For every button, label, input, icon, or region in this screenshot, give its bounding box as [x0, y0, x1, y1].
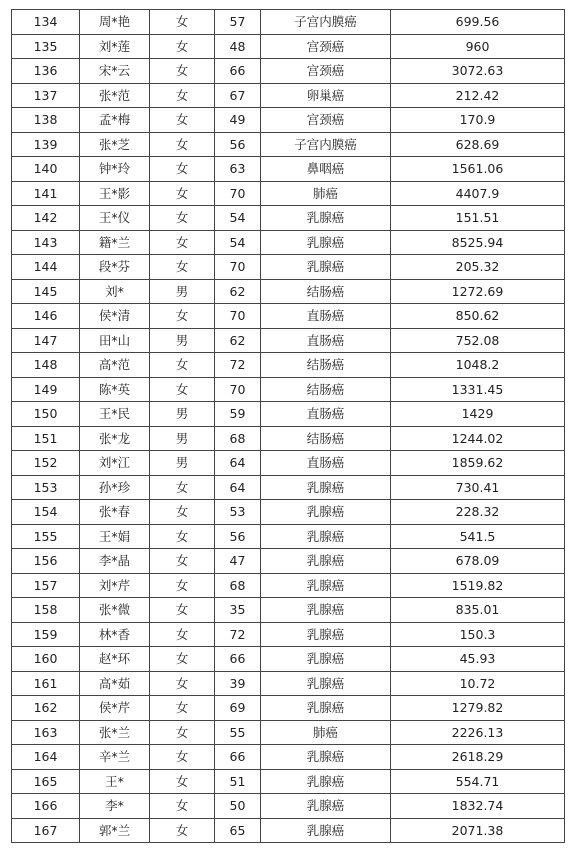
row-number-cell: 140	[12, 157, 80, 182]
age-cell: 68	[215, 426, 261, 451]
diagnosis-cell: 乳腺癌	[261, 745, 391, 770]
diagnosis-cell: 乳腺癌	[261, 818, 391, 843]
table-row	[12, 671, 565, 696]
age-cell: 70	[215, 304, 261, 329]
diagnosis-cell: 乳腺癌	[261, 671, 391, 696]
sex-cell: 女	[150, 83, 215, 108]
table-row	[12, 451, 565, 476]
patient-name-cell: 籍*兰	[80, 230, 150, 255]
age-cell: 35	[215, 598, 261, 623]
table-row	[12, 402, 565, 427]
sex-cell: 女	[150, 647, 215, 672]
age-cell: 64	[215, 475, 261, 500]
sex-cell: 女	[150, 255, 215, 280]
sex-cell: 男	[150, 402, 215, 427]
row-number-cell: 156	[12, 549, 80, 574]
sex-cell: 女	[150, 230, 215, 255]
row-number-cell: 160	[12, 647, 80, 672]
age-cell: 57	[215, 10, 261, 35]
diagnosis-cell: 乳腺癌	[261, 573, 391, 598]
table-row	[12, 573, 565, 598]
patient-name-cell: 段*芬	[80, 255, 150, 280]
cost-cell: 541.5	[391, 524, 565, 549]
sex-cell: 女	[150, 377, 215, 402]
sex-cell: 女	[150, 304, 215, 329]
sex-cell: 女	[150, 157, 215, 182]
patient-name-cell: 王*民	[80, 402, 150, 427]
age-cell: 53	[215, 500, 261, 525]
patient-table-page	[11, 9, 565, 843]
sex-cell: 女	[150, 671, 215, 696]
row-number-cell: 137	[12, 83, 80, 108]
sex-cell: 女	[150, 10, 215, 35]
cost-cell: 228.32	[391, 500, 565, 525]
patient-name-cell: 王*娟	[80, 524, 150, 549]
cost-cell: 212.42	[391, 83, 565, 108]
diagnosis-cell: 子宫内膜癌	[261, 10, 391, 35]
patient-name-cell: 郭*兰	[80, 818, 150, 843]
diagnosis-cell: 乳腺癌	[261, 647, 391, 672]
row-number-cell: 134	[12, 10, 80, 35]
sex-cell: 男	[150, 426, 215, 451]
diagnosis-cell: 乳腺癌	[261, 549, 391, 574]
cost-cell: 4407.9	[391, 181, 565, 206]
sex-cell: 女	[150, 181, 215, 206]
table-row	[12, 720, 565, 745]
diagnosis-cell: 直肠癌	[261, 304, 391, 329]
table-row	[12, 157, 565, 182]
row-number-cell: 148	[12, 353, 80, 378]
diagnosis-cell: 直肠癌	[261, 451, 391, 476]
patient-table	[11, 9, 565, 843]
patient-name-cell: 宋*云	[80, 59, 150, 84]
row-number-cell: 135	[12, 34, 80, 59]
age-cell: 51	[215, 769, 261, 794]
cost-cell: 150.3	[391, 622, 565, 647]
row-number-cell: 162	[12, 696, 80, 721]
row-number-cell: 165	[12, 769, 80, 794]
diagnosis-cell: 宫颈癌	[261, 108, 391, 133]
diagnosis-cell: 肺癌	[261, 181, 391, 206]
patient-name-cell: 孙*珍	[80, 475, 150, 500]
age-cell: 70	[215, 377, 261, 402]
cost-cell: 45.93	[391, 647, 565, 672]
table-row	[12, 475, 565, 500]
patient-name-cell: 刘*芹	[80, 573, 150, 598]
age-cell: 72	[215, 622, 261, 647]
age-cell: 59	[215, 402, 261, 427]
cost-cell: 1279.82	[391, 696, 565, 721]
diagnosis-cell: 乳腺癌	[261, 524, 391, 549]
age-cell: 70	[215, 255, 261, 280]
table-row	[12, 108, 565, 133]
table-row	[12, 647, 565, 672]
patient-name-cell: 赵*环	[80, 647, 150, 672]
patient-name-cell: 钟*玲	[80, 157, 150, 182]
table-row	[12, 524, 565, 549]
table-row	[12, 598, 565, 623]
table-row	[12, 59, 565, 84]
sex-cell: 女	[150, 132, 215, 157]
row-number-cell: 158	[12, 598, 80, 623]
patient-name-cell: 王*影	[80, 181, 150, 206]
cost-cell: 1331.45	[391, 377, 565, 402]
sex-cell: 男	[150, 451, 215, 476]
diagnosis-cell: 结肠癌	[261, 353, 391, 378]
cost-cell: 10.72	[391, 671, 565, 696]
row-number-cell: 151	[12, 426, 80, 451]
sex-cell: 女	[150, 769, 215, 794]
sex-cell: 女	[150, 549, 215, 574]
diagnosis-cell: 乳腺癌	[261, 206, 391, 231]
row-number-cell: 142	[12, 206, 80, 231]
table-row	[12, 818, 565, 843]
cost-cell: 752.08	[391, 328, 565, 353]
age-cell: 54	[215, 206, 261, 231]
table-row	[12, 10, 565, 35]
table-row	[12, 34, 565, 59]
cost-cell: 205.32	[391, 255, 565, 280]
cost-cell: 2226.13	[391, 720, 565, 745]
patient-name-cell: 侯*芹	[80, 696, 150, 721]
patient-name-cell: 田*山	[80, 328, 150, 353]
table-row	[12, 206, 565, 231]
table-row	[12, 769, 565, 794]
table-row	[12, 622, 565, 647]
cost-cell: 1048.2	[391, 353, 565, 378]
sex-cell: 女	[150, 745, 215, 770]
table-row	[12, 181, 565, 206]
table-row	[12, 426, 565, 451]
sex-cell: 女	[150, 475, 215, 500]
table-row	[12, 230, 565, 255]
patient-name-cell: 李*	[80, 794, 150, 819]
row-number-cell: 141	[12, 181, 80, 206]
row-number-cell: 155	[12, 524, 80, 549]
table-row	[12, 377, 565, 402]
patient-name-cell: 高*范	[80, 353, 150, 378]
age-cell: 47	[215, 549, 261, 574]
patient-name-cell: 张*龙	[80, 426, 150, 451]
diagnosis-cell: 子宫内膜癌	[261, 132, 391, 157]
patient-name-cell: 张*范	[80, 83, 150, 108]
table-row	[12, 745, 565, 770]
cost-cell: 1561.06	[391, 157, 565, 182]
diagnosis-cell: 乳腺癌	[261, 255, 391, 280]
diagnosis-cell: 肺癌	[261, 720, 391, 745]
diagnosis-cell: 乳腺癌	[261, 622, 391, 647]
diagnosis-cell: 乳腺癌	[261, 769, 391, 794]
patient-name-cell: 刘*	[80, 279, 150, 304]
row-number-cell: 167	[12, 818, 80, 843]
sex-cell: 女	[150, 59, 215, 84]
age-cell: 50	[215, 794, 261, 819]
diagnosis-cell: 乳腺癌	[261, 794, 391, 819]
sex-cell: 女	[150, 720, 215, 745]
cost-cell: 554.71	[391, 769, 565, 794]
row-number-cell: 161	[12, 671, 80, 696]
patient-name-cell: 刘*江	[80, 451, 150, 476]
diagnosis-cell: 卵巢癌	[261, 83, 391, 108]
sex-cell: 女	[150, 34, 215, 59]
age-cell: 70	[215, 181, 261, 206]
sex-cell: 女	[150, 353, 215, 378]
table-row	[12, 255, 565, 280]
sex-cell: 女	[150, 696, 215, 721]
row-number-cell: 166	[12, 794, 80, 819]
diagnosis-cell: 结肠癌	[261, 279, 391, 304]
age-cell: 55	[215, 720, 261, 745]
patient-name-cell: 高*茹	[80, 671, 150, 696]
patient-name-cell: 刘*莲	[80, 34, 150, 59]
age-cell: 62	[215, 328, 261, 353]
sex-cell: 男	[150, 279, 215, 304]
table-row	[12, 353, 565, 378]
sex-cell: 男	[150, 328, 215, 353]
row-number-cell: 139	[12, 132, 80, 157]
table-row	[12, 83, 565, 108]
patient-name-cell: 李*晶	[80, 549, 150, 574]
row-number-cell: 153	[12, 475, 80, 500]
age-cell: 54	[215, 230, 261, 255]
age-cell: 67	[215, 83, 261, 108]
diagnosis-cell: 乳腺癌	[261, 475, 391, 500]
patient-name-cell: 张*芝	[80, 132, 150, 157]
row-number-cell: 147	[12, 328, 80, 353]
row-number-cell: 159	[12, 622, 80, 647]
age-cell: 65	[215, 818, 261, 843]
cost-cell: 835.01	[391, 598, 565, 623]
table-row	[12, 794, 565, 819]
sex-cell: 女	[150, 108, 215, 133]
row-number-cell: 136	[12, 59, 80, 84]
sex-cell: 女	[150, 206, 215, 231]
row-number-cell: 157	[12, 573, 80, 598]
patient-name-cell: 张*春	[80, 500, 150, 525]
row-number-cell: 154	[12, 500, 80, 525]
cost-cell: 678.09	[391, 549, 565, 574]
sex-cell: 女	[150, 622, 215, 647]
sex-cell: 女	[150, 818, 215, 843]
row-number-cell: 164	[12, 745, 80, 770]
patient-name-cell: 孟*梅	[80, 108, 150, 133]
sex-cell: 女	[150, 598, 215, 623]
cost-cell: 2618.29	[391, 745, 565, 770]
cost-cell: 2071.38	[391, 818, 565, 843]
cost-cell: 1244.02	[391, 426, 565, 451]
patient-name-cell: 张*兰	[80, 720, 150, 745]
cost-cell: 850.62	[391, 304, 565, 329]
age-cell: 39	[215, 671, 261, 696]
cost-cell: 960	[391, 34, 565, 59]
diagnosis-cell: 直肠癌	[261, 402, 391, 427]
age-cell: 66	[215, 647, 261, 672]
sex-cell: 女	[150, 794, 215, 819]
row-number-cell: 149	[12, 377, 80, 402]
cost-cell: 170.9	[391, 108, 565, 133]
table-body	[12, 10, 565, 843]
age-cell: 56	[215, 132, 261, 157]
patient-name-cell: 周*艳	[80, 10, 150, 35]
cost-cell: 699.56	[391, 10, 565, 35]
patient-name-cell: 侯*清	[80, 304, 150, 329]
cost-cell: 628.69	[391, 132, 565, 157]
patient-name-cell: 林*香	[80, 622, 150, 647]
diagnosis-cell: 鼻咽癌	[261, 157, 391, 182]
age-cell: 63	[215, 157, 261, 182]
age-cell: 66	[215, 59, 261, 84]
patient-name-cell: 陈*英	[80, 377, 150, 402]
cost-cell: 1519.82	[391, 573, 565, 598]
table-row	[12, 279, 565, 304]
row-number-cell: 143	[12, 230, 80, 255]
age-cell: 48	[215, 34, 261, 59]
sex-cell: 女	[150, 573, 215, 598]
row-number-cell: 145	[12, 279, 80, 304]
row-number-cell: 146	[12, 304, 80, 329]
diagnosis-cell: 乳腺癌	[261, 500, 391, 525]
diagnosis-cell: 结肠癌	[261, 377, 391, 402]
diagnosis-cell: 结肠癌	[261, 426, 391, 451]
sex-cell: 女	[150, 524, 215, 549]
patient-name-cell: 张*微	[80, 598, 150, 623]
sex-cell: 女	[150, 500, 215, 525]
age-cell: 56	[215, 524, 261, 549]
diagnosis-cell: 宫颈癌	[261, 59, 391, 84]
diagnosis-cell: 宫颈癌	[261, 34, 391, 59]
row-number-cell: 152	[12, 451, 80, 476]
cost-cell: 1859.62	[391, 451, 565, 476]
cost-cell: 1272.69	[391, 279, 565, 304]
age-cell: 62	[215, 279, 261, 304]
table-row	[12, 304, 565, 329]
age-cell: 69	[215, 696, 261, 721]
cost-cell: 8525.94	[391, 230, 565, 255]
age-cell: 68	[215, 573, 261, 598]
table-row	[12, 328, 565, 353]
diagnosis-cell: 直肠癌	[261, 328, 391, 353]
diagnosis-cell: 乳腺癌	[261, 696, 391, 721]
table-row	[12, 500, 565, 525]
row-number-cell: 144	[12, 255, 80, 280]
diagnosis-cell: 乳腺癌	[261, 230, 391, 255]
age-cell: 66	[215, 745, 261, 770]
age-cell: 72	[215, 353, 261, 378]
cost-cell: 1832.74	[391, 794, 565, 819]
patient-name-cell: 辛*兰	[80, 745, 150, 770]
cost-cell: 1429	[391, 402, 565, 427]
row-number-cell: 138	[12, 108, 80, 133]
cost-cell: 730.41	[391, 475, 565, 500]
cost-cell: 3072.63	[391, 59, 565, 84]
age-cell: 64	[215, 451, 261, 476]
table-row	[12, 696, 565, 721]
patient-name-cell: 王*仪	[80, 206, 150, 231]
cost-cell: 151.51	[391, 206, 565, 231]
patient-name-cell: 王*	[80, 769, 150, 794]
diagnosis-cell: 乳腺癌	[261, 598, 391, 623]
age-cell: 49	[215, 108, 261, 133]
table-row	[12, 132, 565, 157]
row-number-cell: 150	[12, 402, 80, 427]
row-number-cell: 163	[12, 720, 80, 745]
table-row	[12, 549, 565, 574]
